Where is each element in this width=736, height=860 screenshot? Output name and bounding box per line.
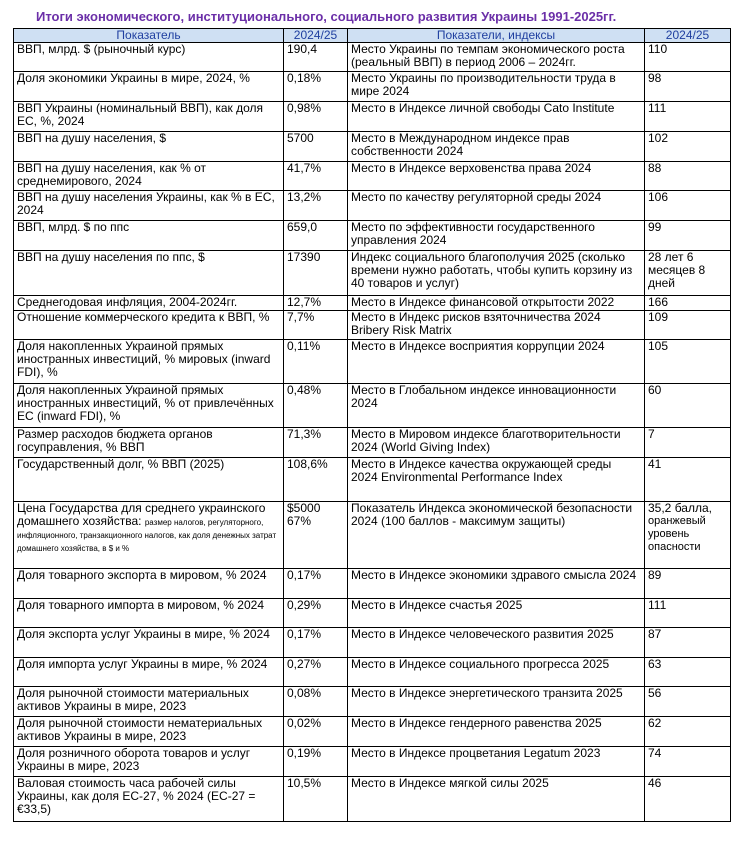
indicator-cell: [14, 658, 284, 687]
index-cell: [348, 428, 645, 458]
index-cell: [348, 72, 645, 102]
table-row: [14, 747, 731, 777]
indicator-cell-text: ВВП на душу населения по ппс, $: [17, 250, 205, 264]
table-row: [14, 599, 731, 628]
table-row: [14, 43, 731, 72]
value-cell: [284, 428, 348, 458]
table-body: [14, 43, 731, 822]
rank-cell-text: 89: [648, 568, 662, 582]
indicator-cell: [14, 428, 284, 458]
value-cell: [284, 311, 348, 340]
indicator-cell: [14, 717, 284, 747]
table-row: [14, 687, 731, 717]
indicator-cell-text: Доля рыночной стоимости нематериальных активов Украины в мире, 2023: [17, 716, 263, 743]
indicator-cell-text: Цена Государства для среднего украинского домашнего хозяйства:: [17, 501, 266, 528]
rank-cell: [645, 221, 731, 251]
rank-cell: [645, 102, 731, 132]
indicator-cell: [14, 102, 284, 132]
value-cell-text: 108,6%: [287, 457, 328, 471]
table-row: [14, 221, 731, 251]
table-row: [14, 658, 731, 687]
value-cell-text: 0,29%: [287, 598, 322, 612]
rank-cell-text: 106: [648, 190, 669, 204]
value-cell: [284, 777, 348, 822]
index-cell-text: Место в Индексе качества окружающей среды 2024 Environmental Performance Index: [351, 457, 612, 484]
table-row: [14, 340, 731, 384]
value-cell-text: 0,11%: [287, 339, 321, 353]
table-row: [14, 777, 731, 822]
rank-cell: [645, 777, 731, 822]
header-indicator: Показатель: [14, 29, 284, 43]
indicator-cell-text: Отношение коммерческого кредита к ВВП, %: [17, 310, 270, 324]
rank-cell-text: 111: [648, 101, 667, 115]
rank-cell-text: 56: [648, 686, 662, 700]
table-row: [14, 162, 731, 191]
index-cell-text: Место Украины по темпам экономического роста (реальный ВВП) в период 2006 – 2024гг.: [351, 42, 625, 69]
index-cell-text: Место в Индексе энергетического транзита 2025: [351, 686, 623, 700]
table-row: [14, 428, 731, 458]
indicator-cell: [14, 132, 284, 162]
value-cell-text: 41,7%: [287, 161, 322, 175]
rank-cell: [645, 72, 731, 102]
index-cell-text: Место в Индексе гендерного равенства 2025: [351, 716, 602, 730]
index-cell: [348, 251, 645, 296]
rank-cell-text: 28 лет 6 месяцев 8 дней: [648, 250, 706, 290]
value-cell-text: 0,02%: [287, 716, 322, 730]
value-cell-text: 71,3%: [287, 427, 322, 441]
rank-cell: [645, 747, 731, 777]
rank-cell-text: 62: [648, 716, 662, 730]
indicator-cell: [14, 311, 284, 340]
rank-cell-text: 166: [648, 295, 669, 309]
value-cell-text: 190,4: [287, 42, 318, 56]
index-cell-text: Место по качеству регуляторной среды 2024: [351, 190, 602, 204]
value-cell: [284, 502, 348, 569]
index-cell: [348, 132, 645, 162]
value-cell-text: 10,5%: [287, 776, 322, 790]
header-value: 2024/25: [284, 29, 348, 43]
table-row: [14, 569, 731, 599]
index-cell-text: Место в Индексе мягкой силы 2025: [351, 776, 549, 790]
rank-cell: [645, 340, 731, 384]
value-cell-text: 12,7%: [287, 295, 322, 309]
index-cell: [348, 43, 645, 72]
value-cell: [284, 717, 348, 747]
value-cell-text: 0,17%: [287, 627, 322, 641]
table-row: [14, 296, 731, 311]
indicator-cell-text: ВВП, млрд. $ (рыночный курс): [17, 42, 186, 56]
rank-cell: [645, 296, 731, 311]
table-row: [14, 251, 731, 296]
value-cell-text: 0,08%: [287, 686, 322, 700]
indicators-table: [13, 28, 731, 822]
value-cell: [284, 102, 348, 132]
rank-cell: [645, 502, 731, 569]
indicator-cell: [14, 747, 284, 777]
indicator-cell-text: Валовая стоимость часа рабочей силы Украины, как доля ЕС-27, % 2024 (ЕС-27 = €33,5): [17, 776, 256, 816]
value-cell: [284, 251, 348, 296]
indicator-cell: [14, 191, 284, 221]
indicator-cell-note: размер налогов, регуляторного, инфляционного, транзакционного налогов, как доля денежных затрат домашнего хозяйства, в $ и %: [17, 518, 277, 553]
indicator-cell-text: Доля экономики Украины в мире, 2024, %: [17, 71, 250, 85]
value-cell-text: 0,98%: [287, 101, 322, 115]
rank-cell: [645, 43, 731, 72]
indicator-cell: [14, 458, 284, 502]
indicator-cell-text: ВВП Украины (номинальный ВВП), как доля ЕС, %, 2024: [17, 101, 264, 128]
rank-cell-text: 74: [648, 746, 662, 760]
rank-cell: [645, 191, 731, 221]
index-cell: [348, 569, 645, 599]
rank-cell: [645, 599, 731, 628]
value-cell: [284, 747, 348, 777]
table-header-row: [14, 29, 731, 43]
indicator-cell: [14, 221, 284, 251]
indicator-cell-text: Государственный долг, % ВВП (2025): [17, 457, 225, 471]
index-cell: [348, 599, 645, 628]
indicator-cell-text: Доля накопленных Украиной прямых иностранных инвестиций, % от привлечённых ЕС (inward FDI), %: [17, 383, 274, 423]
indicator-cell: [14, 599, 284, 628]
indicator-cell-text: Доля товарного импорта в мировом, % 2024: [17, 598, 264, 612]
index-cell-text: Место в Индексе социального прогресса 2025: [351, 657, 610, 671]
rank-cell-text: 99: [648, 220, 662, 234]
indicator-cell-text: Доля рыночной стоимости материальных активов Украины в мире, 2023: [17, 686, 249, 713]
rank-cell: [645, 428, 731, 458]
indicator-cell: [14, 502, 284, 569]
index-cell-text: Место в Индексе экономики здравого смысла 2024: [351, 568, 637, 582]
rank-cell-text: 63: [648, 657, 662, 671]
header-rank: 2024/25: [645, 29, 731, 43]
index-cell-text: Показатель Индекса экономической безопасности 2024 (100 баллов - максимум защиты): [351, 501, 633, 528]
index-cell: [348, 296, 645, 311]
index-cell: [348, 717, 645, 747]
rank-cell-text: 111: [648, 598, 667, 612]
index-cell-text: Место в Индексе человеческого развития 2025: [351, 627, 614, 641]
rank-cell-text: 98: [648, 71, 662, 85]
value-cell: [284, 340, 348, 384]
indicator-cell: [14, 569, 284, 599]
value-cell: [284, 43, 348, 72]
index-cell-text: Место в Глобальном индексе инновационности 2024: [351, 383, 617, 410]
index-cell: [348, 628, 645, 658]
indicator-cell: [14, 687, 284, 717]
index-cell-text: Место в Индексе процветания Legatum 2023: [351, 746, 601, 760]
rank-cell-text: 7: [648, 427, 655, 441]
indicator-cell-text: Среднегодовая инфляция, 2004-2024гг.: [17, 295, 238, 309]
index-cell: [348, 221, 645, 251]
index-cell-text: Место в Индексе финансовой открытости 2022: [351, 295, 615, 309]
rank-cell-text: 105: [648, 339, 669, 353]
index-cell: [348, 340, 645, 384]
table-row: [14, 384, 731, 428]
value-cell-text: 0,48%: [287, 383, 322, 397]
value-cell: [284, 599, 348, 628]
indicator-cell: [14, 162, 284, 191]
value-cell: [284, 72, 348, 102]
value-cell-text: 659,0: [287, 220, 318, 234]
index-cell: [348, 102, 645, 132]
table-row: [14, 502, 731, 569]
rank-cell: [645, 569, 731, 599]
indicator-cell-text: Размер расходов бюджета органов госуправления, % ВВП: [17, 427, 213, 454]
value-cell: [284, 658, 348, 687]
index-cell-text: Место в Международном индексе прав собственности 2024: [351, 131, 570, 158]
value-cell-text: 0,17%: [287, 568, 322, 582]
index-cell-text: Индекс социального благополучия 2025 (сколько времени нужно работать, чтобы купить корзину из 40 товаров и услуг): [351, 250, 633, 290]
index-cell: [348, 191, 645, 221]
value-cell: [284, 384, 348, 428]
rank-cell: [645, 162, 731, 191]
value-cell-text: 13,2%: [287, 190, 322, 204]
rank-cell-text: 46: [648, 776, 662, 790]
rank-cell-text: 35,2 балла,: [648, 501, 712, 515]
indicator-cell-text: ВВП на душу населения, $: [17, 131, 166, 145]
rank-cell-text: 88: [648, 161, 662, 175]
rank-cell: [645, 251, 731, 296]
index-cell: [348, 502, 645, 569]
rank-cell-text: 110: [648, 42, 668, 56]
index-cell-text: Место в Индексе счастья 2025: [351, 598, 523, 612]
index-cell-text: Место в Индексе восприятия коррупции 2024: [351, 339, 605, 353]
indicator-cell: [14, 340, 284, 384]
indicator-cell: [14, 251, 284, 296]
indicator-cell-text: Доля накопленных Украиной прямых иностранных инвестиций, % мировых (inward FDI), %: [17, 339, 271, 379]
indicator-cell: [14, 296, 284, 311]
rank-cell-note: оранжевый уровень опасности: [648, 515, 706, 553]
value-cell: [284, 569, 348, 599]
indicator-cell-text: Доля товарного экспорта в мировом, % 2024: [17, 568, 267, 582]
value-cell: [284, 221, 348, 251]
value-cell: [284, 687, 348, 717]
table-row: [14, 72, 731, 102]
rank-cell: [645, 628, 731, 658]
value-cell: [284, 458, 348, 502]
indicator-cell-text: Доля импорта услуг Украины в мире, % 2024: [17, 657, 268, 671]
value-cell: [284, 162, 348, 191]
value-cell-text: $5000 67%: [287, 501, 321, 528]
indicator-cell-text: ВВП на душу населения Украины, как % в ЕС, 2024: [17, 190, 275, 217]
table-row: [14, 628, 731, 658]
index-cell-text: Место в Индекс рисков взяточничества 2024 Bribery Risk Matrix: [351, 310, 601, 337]
rank-cell: [645, 658, 731, 687]
indicator-cell: [14, 43, 284, 72]
value-cell-text: 0,19%: [287, 746, 322, 760]
table-row: [14, 458, 731, 502]
table-row: [14, 132, 731, 162]
rank-cell: [645, 384, 731, 428]
table-row: [14, 311, 731, 340]
indicator-cell-text: Доля экспорта услуг Украины в мире, % 2024: [17, 627, 270, 641]
rank-cell-text: 102: [648, 131, 669, 145]
value-cell-text: 5700: [287, 131, 314, 145]
value-cell-text: 7,7%: [287, 310, 315, 324]
rank-cell: [645, 132, 731, 162]
rank-cell: [645, 687, 731, 717]
indicator-cell-text: ВВП на душу населения, как % от среднемирового, 2024: [17, 161, 206, 188]
value-cell-text: 17390: [287, 250, 321, 264]
index-cell: [348, 162, 645, 191]
index-cell-text: Место по эффективности государственного управления 2024: [351, 220, 595, 247]
index-cell: [348, 687, 645, 717]
rank-cell-text: 60: [648, 383, 662, 397]
index-cell-text: Место в Индексе личной свободы Cato Institute: [351, 101, 615, 115]
rank-cell: [645, 311, 731, 340]
index-cell: [348, 747, 645, 777]
table-row: [14, 717, 731, 747]
value-cell: [284, 191, 348, 221]
table-row: [14, 191, 731, 221]
index-cell: [348, 311, 645, 340]
indicator-cell-text: ВВП, млрд. $ по ппс: [17, 220, 130, 234]
rank-cell-text: 87: [648, 627, 662, 641]
indicator-cell: [14, 628, 284, 658]
index-cell-text: Место Украины по производительности труда в мире 2024: [351, 71, 616, 98]
indicator-cell: [14, 384, 284, 428]
value-cell: [284, 296, 348, 311]
index-cell-text: Место в Индексе верховенства права 2024: [351, 161, 592, 175]
rank-cell: [645, 717, 731, 747]
index-cell-text: Место в Мировом индексе благотворительности 2024 (World Giving Index): [351, 427, 621, 454]
indicator-cell: [14, 72, 284, 102]
rank-cell-text: 41: [648, 457, 662, 471]
rank-cell-text: 109: [648, 310, 669, 324]
index-cell: [348, 658, 645, 687]
index-cell: [348, 777, 645, 822]
page-title: Итоги экономического, институционального, социального развития Украины 1991-2025гг.: [36, 9, 617, 24]
value-cell: [284, 628, 348, 658]
header-index: Показатели, индексы: [348, 29, 645, 43]
value-cell-text: 0,27%: [287, 657, 322, 671]
value-cell: [284, 132, 348, 162]
value-cell-text: 0,18%: [287, 71, 322, 85]
indicator-cell: [14, 777, 284, 822]
table-row: [14, 102, 731, 132]
rank-cell: [645, 458, 731, 502]
index-cell: [348, 458, 645, 502]
indicator-cell-text: Доля розничного оборота товаров и услуг Украины в мире, 2023: [17, 746, 251, 773]
index-cell: [348, 384, 645, 428]
